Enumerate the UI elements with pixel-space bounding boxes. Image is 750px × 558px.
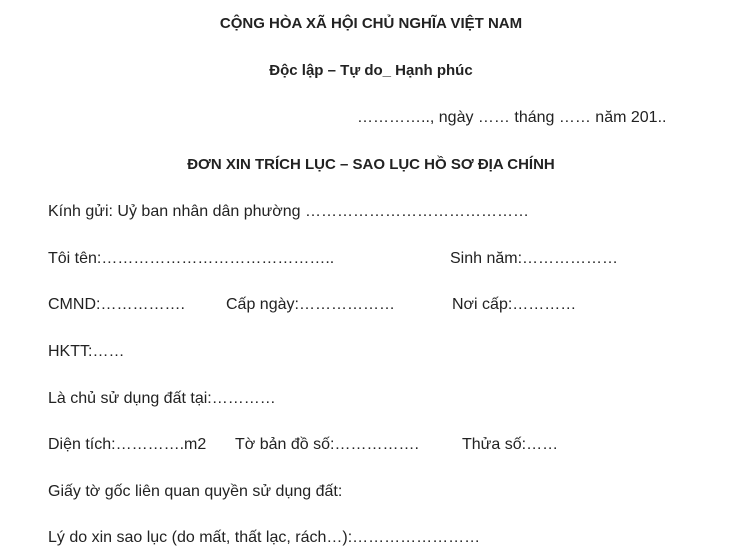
id-number-field: CMND:…………….: [48, 296, 185, 313]
map-sheet-field: Tờ bản đồ số:…………….: [235, 436, 419, 453]
reason-field: Lý do xin sao lục (do mất, thất lạc, rách…):……………………: [48, 529, 481, 546]
form-title: ĐƠN XIN TRÍCH LỤC – SAO LỤC HỒ SƠ ĐỊA CHÍNH: [187, 156, 555, 173]
issue-date-field: Cấp ngày:………………: [226, 296, 395, 313]
place-date-line: ………….., ngày …… tháng …… năm 201..: [357, 109, 667, 126]
issue-place-field: Nơi cấp:…………: [452, 296, 577, 313]
recipient-line: Kính gửi: Uỷ ban nhân dân phường ……………………………………: [48, 203, 529, 220]
motto: Độc lập – Tự do_ Hạnh phúc: [269, 62, 473, 79]
land-user-field: Là chủ sử dụng đất tại:…………: [48, 390, 276, 407]
country-heading: CỘNG HÒA XÃ HỘI CHỦ NGHĨA VIỆT NAM: [219, 15, 523, 32]
birth-year-field: Sinh năm:………………: [450, 250, 619, 267]
area-field: Diện tích:………….m2: [48, 436, 207, 453]
name-field: Tôi tên:……………………………………..: [48, 250, 335, 267]
parcel-field: Thửa số:……: [462, 436, 559, 453]
documents-field: Giấy tờ gốc liên quan quyền sử dụng đất:: [48, 483, 343, 500]
residence-field: HKTT:……: [48, 343, 125, 360]
